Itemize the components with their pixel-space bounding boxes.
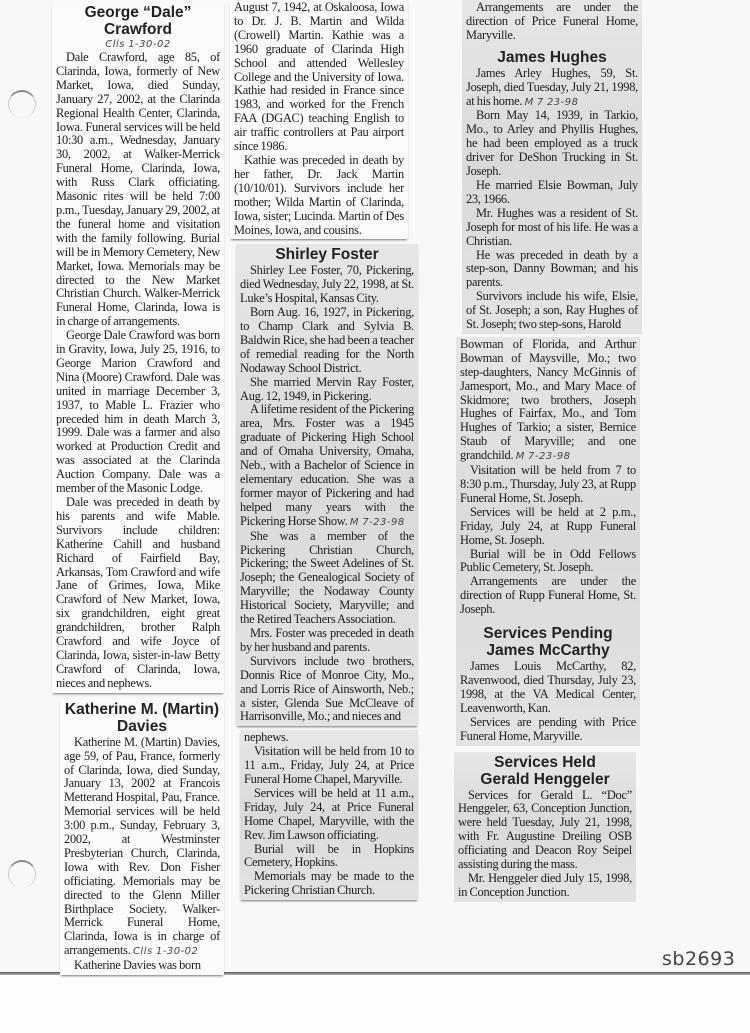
title-line: Services Held: [494, 753, 596, 771]
obituary-hughes: [462, 0, 642, 334]
obituary-paragraph: Dale Crawford, age 85, of Clarinda, Iowa, formerly of New Market, Iowa, died Sunday, January 27, 2002, at the Clarinda Regional Health Center, Clarinda, Iowa. Funeral services will be held 10:30 a.m., Wednesday, January 30, 2002, at Walker-Merrick Funeral Home, Clarinda, Iowa, with Russ Clark officiating. Masonic rites will be held 7:00 p.m., Tuesday, January 29, 2002, at the funeral home and visitation with the family following. Burial will be in Memory Cemetery, New Market, Iowa. Memorials may be directed to the New Market Christian Church. Walker-Merrick Funeral Home, Clarinda, Iowa is in charge of arrangements.: [56, 50, 220, 329]
obituary-paragraph: Services are pending with Price Funeral Home, Maryville.: [460, 714, 636, 743]
obituary-paragraph: She married Mervin Ray Foster, Aug. 12, 1949, in Pickering.: [240, 374, 414, 403]
obituary-paragraph: Katherine Davies was born: [74, 958, 201, 973]
obituary-paragraph: Dale was preceded in death by his parents and wife Mable. Survivors include children: Katherine Cahill and husband Richard of Fairfield Bay, Arkansas, Tom Crawford and wife Jane of Grimes, Iowa, Mike Crawford of New Market, Iowa, six grandchildren, eight great grandchildren, brother Ralph Crawford and wife Joyce of Clarinda, Iowa, sister-in-law Betty Crawford of Clarinda, Iowa, nieces and nephews.: [56, 495, 220, 690]
obituary-paragraph: nephews.: [244, 730, 289, 745]
obituary-paragraph: Kathie was preceded in death by her father, Dr. Jack Martin (10/10/01). Survivors include her mother; Wilda Martin of Clarinda, Iowa, sister; Lucinda. Martin of Des Moines, Iowa, and cousins.: [234, 152, 404, 237]
obituary-paragraph: Services will be held at 2 p.m., Friday, July 24, at Rupp Funeral Home, St. Joseph.: [460, 504, 636, 547]
handwritten-annotation: Clls 1-30-02: [105, 39, 171, 50]
obituary-paragraph: George Dale Crawford was born in Gravity, Iowa, July 25, 1916, to George Marion Crawford and Nina (Moore) Crawford. Dale was united in marriage December 3, 1937, to Mable L. Frazier who preceded him in death March 3, 1999. Dale was a farmer and also worked at Production Credit and was associated at the Clarinda Auction Company. Dale was a member of the Masonic Lodge.: [56, 328, 220, 496]
obituary-title: Shirley Foster: [275, 246, 379, 264]
obituary-foster-continued: [240, 730, 418, 900]
handwritten-annotation: M 7 23-98: [524, 96, 579, 108]
obituary-paragraph: Memorials may be made to the Pickering Christian Church.: [244, 869, 414, 898]
handwritten-annotation: M 7-23-98: [515, 451, 571, 463]
obituary-paragraph: Visitation will be held from 10 to 11 a.m., Friday, July 24, at Price Funeral Home Chapel, Maryville.: [244, 744, 414, 787]
obituary-foster: [236, 244, 418, 726]
obituary-paragraph: Services for Gerald L. “Doc” Henggeler, 63, Conception Junction, were held Tuesday, July 21, 1998, with Fr. Augustine Dreiling OSB officiating and Deacon Roy Seipel assisting during the mass.: [458, 787, 632, 872]
obituary-paragraph: He married Elsie Bowman, July 23, 1966.: [466, 177, 638, 206]
obituary-text: A lifetime resident of the Pickering area, Mrs. Foster was a 1945 graduate of Pickering High School and of Omaha University, Omaha, Neb., with a Bachelor of Science in elementary education. She was a former mayor of Pickering and had helped many years with the Pickering Horse Show.: [240, 402, 414, 528]
obituary-crawford: [52, 2, 224, 693]
obituary-paragraph: Mrs. Foster was preceded in death by her husband and parents.: [240, 625, 414, 654]
obituary-paragraph: Arrangements are under the direction of Rupp Funeral Home, St. Joseph.: [460, 574, 636, 617]
column-1: [52, 2, 224, 975]
obituary-title: George “Dale” Crawford: [84, 4, 192, 38]
obituary-paragraph: Shirley Lee Foster, 70, Pickering, died Wednesday, July 22, 1998, at St. Luke’s Hospital, Kansas City.: [240, 263, 414, 306]
column-2: [230, 0, 418, 900]
handwritten-annotation: M 7-23-98: [349, 516, 405, 528]
obituary-paragraph: Survivors include his wife, Elsie, of St. Joseph; a son, Ray Hughes of St. Joseph; two step-sons, Harold: [466, 289, 638, 332]
title-line: Services Pending: [483, 625, 613, 643]
obituary-title: Katherine M. (Martin) Davies: [64, 700, 220, 735]
obituary-paragraph: Mr. Hughes was a resident of St. Joseph for most of his life. He was a Christian.: [466, 205, 638, 248]
title-line: James McCarthy: [486, 642, 610, 660]
obituary-title: James Hughes: [497, 48, 607, 66]
obituary-paragraph: She was a member of the Pickering Christian Church, Pickering; the Sweet Adelines of St. Joseph; the Genealogical Society of Maryville; the Nodaway County Historical Society, Maryville; and the Retired Teachers Association.: [240, 528, 414, 627]
obituary-text: Bowman of Florida, and Arthur Bowman of Maysville, Mo.; two step-daughters, Nancy McGinnis of Jamesport, Mo., and Mary Mace of Skidmore; two brothers, Joseph Hughes of Fairfax, Mo., and Tom Hughes of Tarkio; a sister, Bernice Staub of Maryville; and one grandchild.: [460, 336, 636, 463]
obituary-paragraph: Born Aug. 16, 1927, in Pickering, to Champ Clark and Sylvia B. Baldwin Rice, she had been a teacher of remedial reading for the North Nodaway School District.: [240, 305, 414, 375]
obituary-paragraph: Visitation will be held from 7 to 8:30 p.m., Thursday, July 23, at Rupp Funeral Home, St. Joseph.: [460, 463, 636, 505]
obituary-paragraph: Burial will be in Odd Fellows Public Cemetery, St. Joseph.: [460, 546, 636, 575]
obituary-hughes-continued: [456, 337, 640, 746]
obituary-paragraph: Burial will be in Hopkins Cemetery, Hopkins.: [244, 841, 414, 870]
obituary-paragraph: [64, 736, 220, 960]
obituary-text: James Arley Hughes, 59, St. Joseph, died Tuesday, July 21, 1998, at his home.: [466, 65, 638, 108]
obituary-paragraph: [460, 338, 636, 464]
obituary-title: [460, 625, 636, 659]
obituary-henggeler: [454, 752, 636, 902]
archive-id-handwritten: sb2693: [662, 948, 736, 970]
obituary-paragraph: Services will be held at 11 a.m., Friday, July 24, at Price Funeral Home Chapel, Maryville, with the Rev. Jim Lawson officiating.: [244, 785, 414, 842]
obituary-paragraph: Born May 14, 1939, in Tarkio, Mo., to Arley and Phyllis Hughes, he had been employed as a truck driver for DeShon Trucking in St. Joseph.: [466, 108, 638, 179]
handwritten-annotation: Clls 1-30-02: [132, 946, 199, 958]
obituary-paragraph: Survivors include two brothers, Donnis Rice of Monroe City, Mo., and Lorris Rice of Ainsworth, Neb.; a sister, Glenda Sue McCleave of Harrisonville, Mo.; and nieces and: [240, 653, 414, 724]
obituary-paragraph: Arrangements are under the direction of Price Funeral Home, Maryville.: [466, 0, 638, 42]
punch-hole-bottom: [8, 860, 36, 888]
obituary-paragraph: Mr. Henggeler died July 15, 1998, in Conception Junction.: [458, 870, 632, 899]
obituary-davies-continued: [230, 0, 408, 239]
obituary-paragraph: [466, 67, 638, 110]
obituary-davies: [60, 699, 224, 975]
obituary-title: [458, 754, 632, 788]
punch-hole-top: [8, 90, 36, 118]
obituary-paragraph: [240, 403, 414, 529]
obituary-text: Katherine M. (Martin) Davies, age 59, of Pau, France, formerly of Clarinda, Iowa, died Sunday, January 13, 2002 at Francois Metterand Hospital, Pau, France. Memorial services will be held 3:00 p.m., Sunday, February 3, 2002, at Westminster Presbyterian Church, Clarinda, Iowa with Rev. Don Fisher officiating. Memorials may be directed to the Glenn Miller Birthplace Society. Walker-Merrick Funeral Home, Clarinda, Iowa is in charge of arrangements.: [64, 734, 220, 958]
title-line: Gerald Henggeler: [480, 770, 610, 788]
column-3: [454, 0, 642, 902]
obituary-paragraph: James Louis McCarthy, 82, Ravenwood, died Thursday, July 23, 1998, at the VA Medical Center, Leavenworth, Kan.: [460, 659, 636, 715]
obituary-paragraph: August 7, 1942, at Oskaloosa, Iowa to Dr. J. B. Martin and Wilda (Crowell) Martin. Kathie was a 1960 graduate of Clarinda High School and attended Wellesley College and the University of Iowa. Kathie had resided in France since 1983, and worked for the French FAA (DGAC) teaching English to air traffic controllers at Pau airport since 1986.: [234, 0, 404, 154]
obituary-paragraph: He was preceded in death by a step-son, Danny Bowman; and his parents.: [466, 247, 638, 290]
